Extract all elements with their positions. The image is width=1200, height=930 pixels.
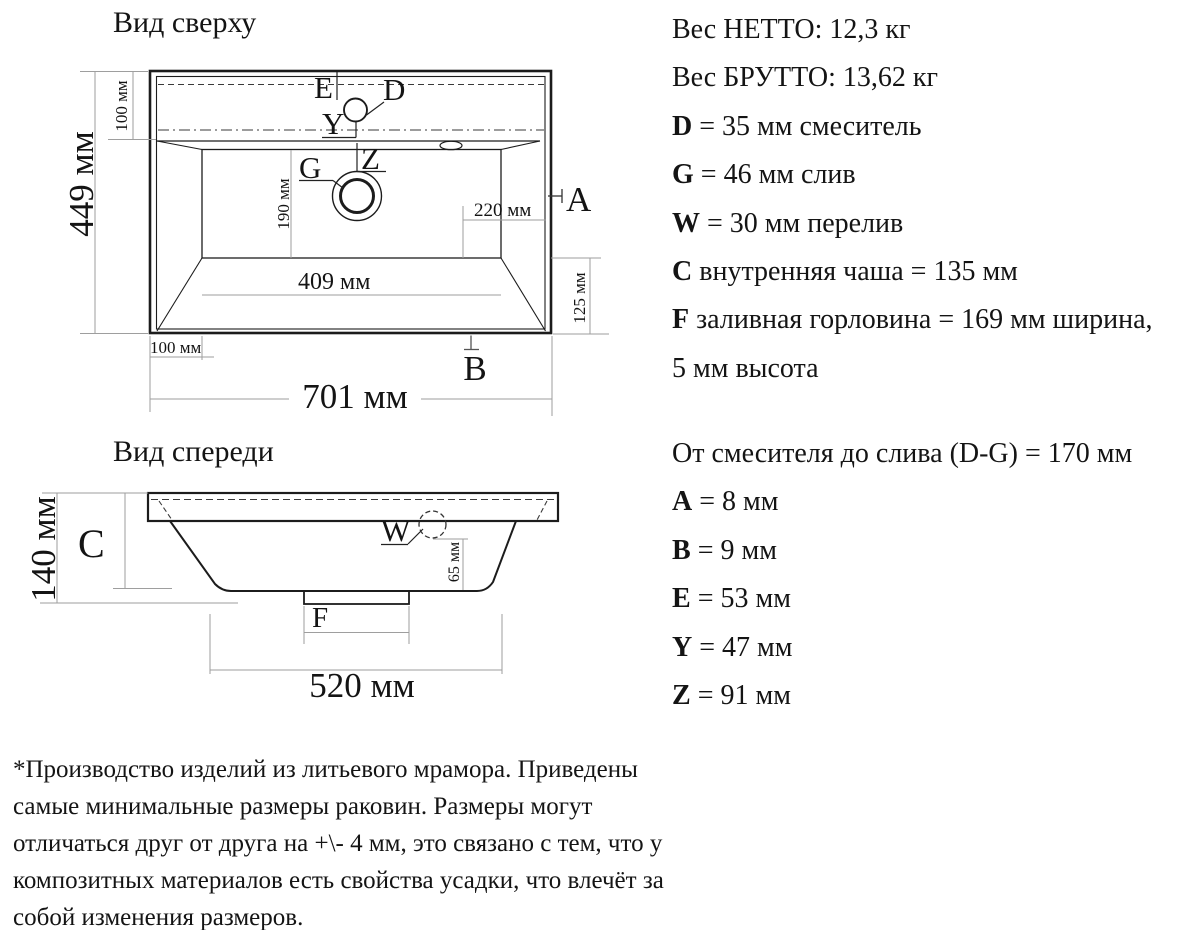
spec-text: = 30 мм перелив bbox=[700, 207, 904, 239]
spec-key: C bbox=[672, 256, 693, 288]
dim-520-label: 520 мм bbox=[309, 666, 415, 705]
deck-corner-left bbox=[157, 141, 202, 150]
specs-secondary bbox=[672, 430, 1200, 720]
label-Y: Y bbox=[322, 106, 345, 141]
dim-125-label: 125 мм bbox=[570, 272, 589, 324]
spec-key: Y bbox=[672, 631, 693, 663]
label-Z: Z bbox=[361, 141, 380, 176]
label-W: W bbox=[381, 513, 411, 548]
front-bowl-profile bbox=[170, 521, 516, 591]
front-view-title: Вид спереди bbox=[113, 435, 274, 468]
spec-c-bowl bbox=[672, 248, 1200, 296]
label-G: G bbox=[299, 150, 322, 185]
label-D-leader bbox=[367, 102, 385, 115]
note-line: отличаться друг от друга на +\- 4 мм, это связано с тем, что у bbox=[13, 830, 663, 857]
spec-gross-weight bbox=[672, 54, 1200, 102]
spec-text: = 8 мм bbox=[692, 486, 779, 518]
spec-net-weight bbox=[672, 6, 1200, 54]
spec-f-neck bbox=[672, 296, 1200, 344]
faucet-hole bbox=[344, 99, 367, 122]
spec-text: = 47 мм bbox=[692, 631, 793, 663]
bowl-slope-right bbox=[501, 258, 546, 331]
label-A: A bbox=[566, 180, 592, 219]
dim-190-label: 190 мм bbox=[274, 178, 293, 230]
spec-text: = 46 мм слив bbox=[693, 159, 856, 191]
spec-g-drain bbox=[672, 151, 1200, 199]
spec-key: A bbox=[672, 486, 693, 518]
spec-f-neck-cont bbox=[672, 345, 1200, 393]
spec-text: Вес НЕТТО: 12,3 кг bbox=[672, 14, 911, 45]
spec-w-overflow bbox=[672, 200, 1200, 248]
spec-key: Z bbox=[672, 680, 691, 712]
top-view-title: Вид сверху bbox=[113, 6, 257, 39]
dim-100l-label: 100 мм bbox=[112, 80, 131, 132]
spec-text: = 91 мм bbox=[690, 680, 791, 712]
label-D: D bbox=[383, 72, 406, 107]
drain-inner-circle bbox=[341, 180, 374, 213]
spec-key: W bbox=[672, 207, 700, 239]
dim-701-label: 701 мм bbox=[302, 377, 408, 416]
spec-text: внутренняя чаша = 135 мм bbox=[692, 256, 1018, 288]
dim-140-label: 140 мм bbox=[24, 496, 63, 602]
note-line: *Производство изделий из литьевого мрамора. Приведены bbox=[13, 756, 638, 783]
note-line: композитных материалов есть свойства усадки, что влечёт за bbox=[13, 867, 664, 894]
spec-b bbox=[672, 527, 1200, 575]
spec-key: G bbox=[672, 159, 694, 191]
deck-corner-right bbox=[501, 141, 540, 150]
front-slab bbox=[148, 493, 558, 521]
specs-primary bbox=[672, 6, 1200, 393]
bowl-slope-left bbox=[157, 258, 202, 331]
spec-dg-distance bbox=[672, 430, 1200, 478]
spec-text: 5 мм высота bbox=[672, 352, 819, 384]
label-B: B bbox=[463, 349, 487, 388]
spec-text: От смесителя до слива (D-G) = 170 мм bbox=[672, 438, 1133, 469]
spec-d-mixer bbox=[672, 103, 1200, 151]
dim-220-label: 220 мм bbox=[474, 200, 532, 221]
note-line: собой изменения размеров. bbox=[13, 904, 304, 930]
spec-y bbox=[672, 624, 1200, 672]
spec-a bbox=[672, 478, 1200, 526]
label-C: C bbox=[78, 521, 105, 566]
spec-text: = 35 мм смеситель bbox=[692, 110, 922, 142]
overflow-oval bbox=[440, 141, 462, 149]
production-note bbox=[13, 751, 773, 930]
dim-100b-label: 100 мм bbox=[150, 338, 202, 357]
spec-key: E bbox=[672, 583, 691, 615]
dim-409-label: 409 мм bbox=[298, 269, 371, 295]
dim-449-label: 449 мм bbox=[62, 131, 101, 237]
sink-technical-drawing bbox=[0, 0, 660, 745]
spec-key: B bbox=[672, 534, 691, 566]
bowl-outline bbox=[202, 150, 501, 259]
front-slab-dash-right bbox=[537, 501, 547, 520]
spec-text: Вес БРУТТО: 13,62 кг bbox=[672, 62, 938, 94]
overflow-dashed-circle bbox=[419, 511, 446, 538]
dim-65-label: 65 мм bbox=[446, 541, 463, 583]
spec-text: заливная горловина = 169 мм ширина, bbox=[689, 304, 1153, 336]
note-line: самые минимальные размеры раковин. Размеры могут bbox=[13, 793, 593, 820]
label-F: F bbox=[312, 602, 329, 634]
spec-text: = 9 мм bbox=[690, 534, 777, 566]
front-slab-dash-left bbox=[159, 501, 172, 520]
spec-e bbox=[672, 575, 1200, 623]
spec-text: = 53 мм bbox=[690, 583, 791, 615]
spec-key: F bbox=[672, 304, 690, 336]
spec-key: D bbox=[672, 110, 693, 142]
spec-z bbox=[672, 672, 1200, 720]
label-E: E bbox=[314, 70, 333, 105]
